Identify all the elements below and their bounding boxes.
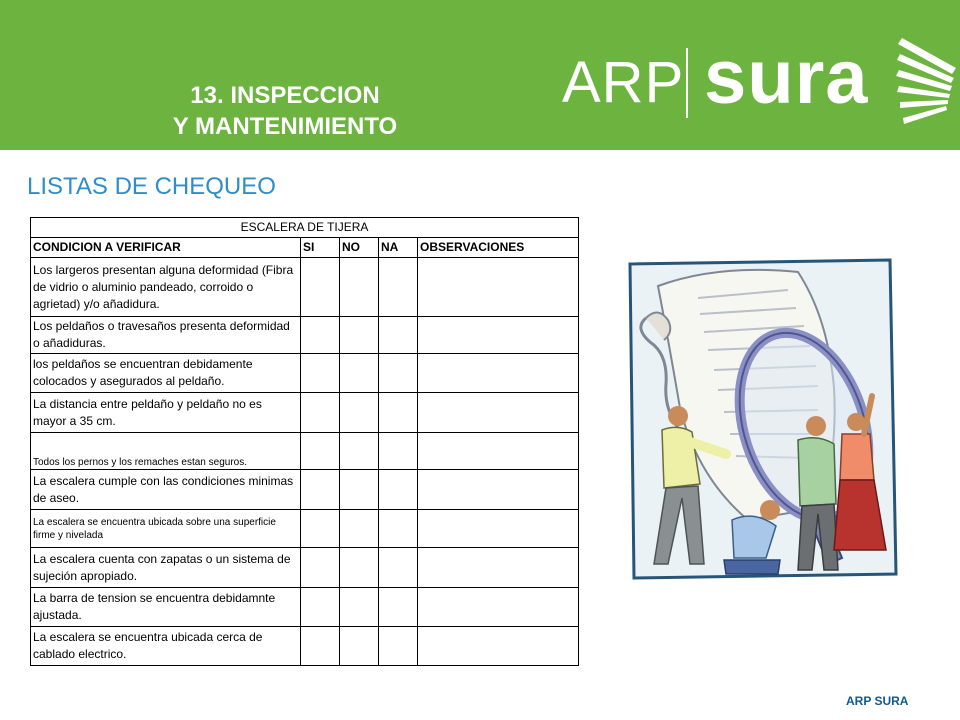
condition-cell: Los largeros presentan alguna deformidad (Fibra de vidrio o aluminio pandeado, corroido o agrietad) y/o añadidura. [31,258,301,317]
no-cell[interactable] [340,258,379,317]
condition-cell: La distancia entre peldaño y peldaño no es mayor a 35 cm. [31,393,301,433]
table-row [31,510,579,548]
header-si: SI [301,238,340,258]
na-cell[interactable] [379,393,418,433]
observations-cell[interactable] [418,510,579,548]
si-cell[interactable] [301,258,340,317]
na-cell[interactable] [379,588,418,627]
page-subtitle: LISTAS DE CHEQUEO [27,173,276,200]
footer-label: ARP SURA [846,694,909,708]
si-cell[interactable] [301,317,340,354]
table-row [31,548,579,588]
na-cell[interactable] [379,627,418,666]
section-title [140,80,430,142]
logo-arp-text: ARP [562,50,685,115]
observations-cell[interactable] [418,548,579,588]
no-cell[interactable] [340,354,379,393]
observations-cell[interactable] [418,433,579,470]
condition-cell: los peldaños se encuentran debidamente colocados y asegurados al peldaño. [31,354,301,393]
observations-cell[interactable] [418,627,579,666]
table-row [31,627,579,666]
observations-cell[interactable] [418,470,579,510]
no-cell[interactable] [340,393,379,433]
no-cell[interactable] [340,317,379,354]
table-caption: ESCALERA DE TIJERA [31,218,579,238]
condition-cell: Todos los pernos y los remaches estan seguros. [31,433,301,470]
si-cell[interactable] [301,354,340,393]
table-row [31,588,579,627]
na-cell[interactable] [379,354,418,393]
wing-stripes-icon [896,36,958,128]
header-na: NA [379,238,418,258]
condition-cell: La escalera se encuentra ubicada cerca de cablado electrico. [31,627,301,666]
condition-cell: La barra de tension se encuentra debidamnte ajustada. [31,588,301,627]
no-cell[interactable] [340,627,379,666]
condition-cell: La escalera se encuentra ubicada sobre una superficie firme y nivelada [31,510,301,548]
na-cell[interactable] [379,548,418,588]
observations-cell[interactable] [418,258,579,317]
table-row [31,317,579,354]
logo-separator [686,48,688,118]
si-cell[interactable] [301,627,340,666]
observations-cell[interactable] [418,354,579,393]
section-title-line-1: 13. INSPECCION [190,82,380,109]
table-caption-row [31,218,579,238]
table-row [31,258,579,317]
si-cell[interactable] [301,433,340,470]
no-cell[interactable] [340,548,379,588]
no-cell[interactable] [340,470,379,510]
header-no: NO [340,238,379,258]
si-cell[interactable] [301,393,340,433]
condition-cell: La escalera cuenta con zapatas o un sistema de sujeción apropiado. [31,548,301,588]
table-row [31,393,579,433]
header-condition: CONDICION A VERIFICAR [31,238,301,258]
si-cell[interactable] [301,588,340,627]
no-cell[interactable] [340,510,379,548]
table-row [31,470,579,510]
na-cell[interactable] [379,258,418,317]
condition-cell: La escalera cumple con las condiciones minimas de aseo. [31,470,301,510]
logo-sura-text: sura [704,35,869,120]
section-title-line-2: Y MANTENIMIENTO [172,113,398,140]
no-cell[interactable] [340,588,379,627]
table-header-row [31,238,579,258]
header-observations: OBSERVACIONES [418,238,579,258]
na-cell[interactable] [379,433,418,470]
checklist-table [30,217,579,666]
table-row [31,433,579,470]
na-cell[interactable] [379,470,418,510]
na-cell[interactable] [379,317,418,354]
condition-cell: Los peldaños o travesaños presenta deformidad o añadiduras. [31,317,301,354]
magnifying-glass-team-clipart [628,258,898,580]
observations-cell[interactable] [418,317,579,354]
observations-cell[interactable] [418,393,579,433]
observations-cell[interactable] [418,588,579,627]
si-cell[interactable] [301,470,340,510]
si-cell[interactable] [301,510,340,548]
na-cell[interactable] [379,510,418,548]
table-row [31,354,579,393]
si-cell[interactable] [301,548,340,588]
no-cell[interactable] [340,433,379,470]
